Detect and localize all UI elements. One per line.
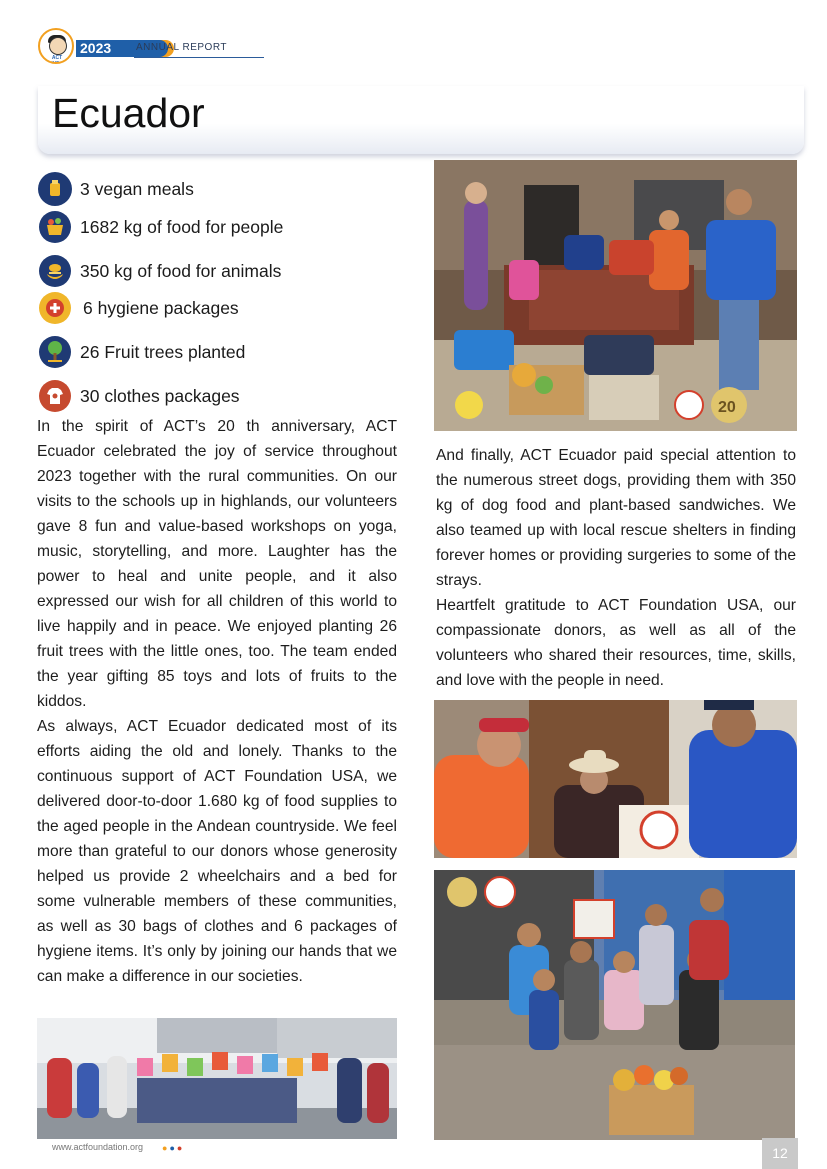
footer-dot: ● — [162, 1143, 170, 1153]
food-basket-icon — [38, 210, 72, 244]
hygiene-icon — [38, 291, 72, 325]
stat-item — [38, 291, 398, 325]
animal-food-icon — [38, 254, 72, 288]
paragraph-street-dogs: And finally, ACT Ecuador paid special attention to the numerous street dogs, providing them with 350 kg of dog food and plant-based sandwiches. We also teamed up with local rescue shelters in finding forever homes or providing surgeries to some of the strays. — [436, 447, 796, 589]
photo-school-group — [37, 1018, 397, 1139]
tree-icon — [38, 335, 72, 369]
stat-item — [38, 172, 398, 206]
anniversary-badge-text: 20 — [718, 399, 736, 416]
stat-label: 1682 kg of food for people — [80, 217, 284, 237]
footer-website[interactable]: www.actfoundation.org — [52, 1142, 144, 1152]
volunteers-donations-image — [434, 160, 797, 431]
header-divider — [134, 57, 264, 58]
year-badge: 2023 — [76, 40, 168, 57]
stat-item — [38, 210, 398, 244]
school-group-image — [37, 1018, 397, 1139]
right-column-text — [436, 443, 796, 693]
stat-item — [38, 254, 398, 288]
footer-dot: ● — [176, 1143, 185, 1153]
page-title: Ecuador — [52, 90, 205, 136]
stat-label: 350 kg of food for animals — [80, 261, 282, 281]
stat-label: 6 hygiene packages — [83, 298, 239, 318]
stat-item — [38, 379, 398, 413]
act-foundation-logo — [38, 28, 74, 64]
page-number: 12 — [762, 1138, 798, 1169]
meal-icon — [38, 172, 72, 206]
tree-icon-graphic — [38, 335, 72, 369]
report-header — [38, 28, 228, 62]
photo-volunteers-donations — [434, 160, 797, 431]
elderly-visit-image — [434, 700, 797, 858]
meal-icon-graphic — [38, 172, 72, 206]
shirt-icon-graphic — [38, 379, 72, 413]
title-banner — [38, 86, 804, 154]
paragraph-anniversary: In the spirit of ACT’s 20 th anniversary, ACT Ecuador celebrated the joy of service throughout 2023 together with the rural communities. On our visits to the schools up in highlands, our volunteers gave 8 fun and value-based workshops on yoga, music, storytelling, and more. Laughter has the power to heal and unite people, and it also expressed our wish for all children of this world to live happily and in peace. We enjoyed planting 26 fruit trees with the little ones, too. The team ended the year gifting 85 toys and lots of fruits to the kiddos. — [37, 418, 397, 710]
shirt-icon — [38, 379, 72, 413]
footer-dots — [162, 1143, 184, 1153]
logo-face — [49, 37, 67, 55]
report-label: ANNUAL REPORT — [136, 42, 227, 53]
animal-food-icon-graphic — [38, 254, 72, 288]
footer-dot: ● — [169, 1143, 177, 1153]
hygiene-icon-graphic — [38, 291, 72, 325]
paragraph-elderly-aid: As always, ACT Ecuador dedicated most of its efforts aiding the old and lonely. Thanks to the continuous support of ACT Foundation USA, we delivered door-to-door 1.680 kg of food supplies to the aged people in the Andean countryside. We feel more than grateful to our donors whose generosity helped us provide 2 wheelchairs and a bed for some vulnerable members of these communities, as well as 30 bags of clothes and 6 packages of hygiene items. It’s only by joining our hands that we can make a difference in our societies. — [37, 718, 397, 985]
stat-item — [38, 335, 398, 369]
paragraph-gratitude: Heartfelt gratitude to ACT Foundation USA, our compassionate donors, as well as all of the volunteers who shared their resources, time, skills, and love with the people in need. — [436, 597, 796, 689]
stat-label: 3 vegan meals — [80, 179, 194, 199]
left-column-text — [37, 414, 397, 989]
stat-label: 30 clothes packages — [80, 386, 240, 406]
stat-label: 26 Fruit trees planted — [80, 342, 246, 362]
food-basket-icon-graphic — [38, 210, 72, 244]
logo-text: ACT FOUNDATION — [42, 55, 74, 64]
children-fruits-image — [434, 870, 795, 1140]
photo-children-fruits — [434, 870, 795, 1140]
photo-elderly-visit — [434, 700, 797, 858]
